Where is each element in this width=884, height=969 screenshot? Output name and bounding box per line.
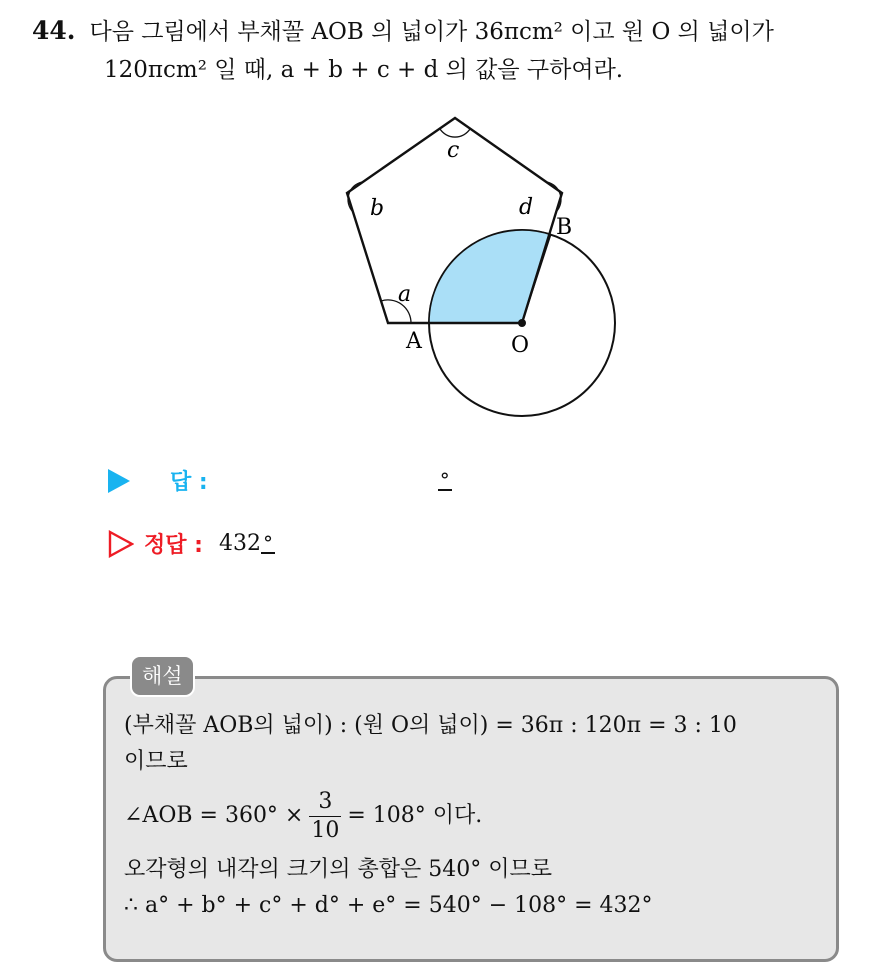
explanation-content — [124, 708, 824, 924]
explanation-line-5: ∴ a° + b° + c° + d° + e° = 540° − 108° = 432° — [124, 893, 653, 918]
label-angle-c: c — [447, 138, 460, 163]
explanation-line-4: 오각형의 내각의 크기의 총합은 540° 이므로 — [124, 857, 552, 882]
correct-answer-unit: ° — [262, 530, 273, 555]
answer-label: 답 : — [170, 470, 208, 495]
explanation-line-1: (부채꼴 AOB의 넓이) : (원 O의 넓이) = 36π : 120π = 3 : 10 — [124, 713, 737, 738]
explanation-tag: 해설 — [130, 655, 195, 697]
answer-row — [108, 465, 452, 496]
answer-unit: ° — [439, 467, 450, 492]
problem-number: 44. — [32, 16, 76, 45]
problem-statement — [32, 12, 872, 89]
problem-text-line-1: 다음 그림에서 부채꼴 AOB 의 넓이가 36πcm² 이고 원 O 의 넓이가 — [89, 19, 774, 45]
correct-answer-row — [108, 528, 275, 559]
label-angle-d: d — [519, 195, 534, 220]
center-point-o — [518, 319, 526, 327]
correct-answer-value: 432 — [218, 531, 261, 556]
fraction-numerator: 3 — [318, 788, 333, 814]
filled-triangle-icon — [108, 469, 130, 493]
label-point-o: O — [511, 333, 530, 358]
label-point-b: B — [556, 215, 573, 240]
angle-aob-expression: ∠AOB = 360° × — [124, 803, 304, 828]
label-angle-b: b — [370, 196, 385, 221]
sector-aob — [429, 230, 551, 323]
problem-text-line-2: 120πcm² 일 때, a + b + c + d 의 값을 구하여라. — [104, 57, 624, 83]
explanation-line-3 — [124, 780, 824, 852]
label-angle-a: a — [398, 282, 412, 307]
fraction-3-10 — [311, 788, 343, 845]
label-point-a: A — [406, 329, 422, 354]
fraction-denominator: 10 — [311, 817, 340, 843]
correct-answer-label: 정답 : — [144, 533, 203, 558]
problem-line-1 — [32, 12, 872, 51]
pentagon-circle-figure — [330, 108, 630, 428]
explanation-line-2: 이므로 — [124, 749, 188, 774]
outline-triangle-icon — [108, 530, 134, 558]
angle-arc-c — [440, 129, 470, 137]
angle-aob-result: = 108° 이다. — [347, 803, 483, 828]
